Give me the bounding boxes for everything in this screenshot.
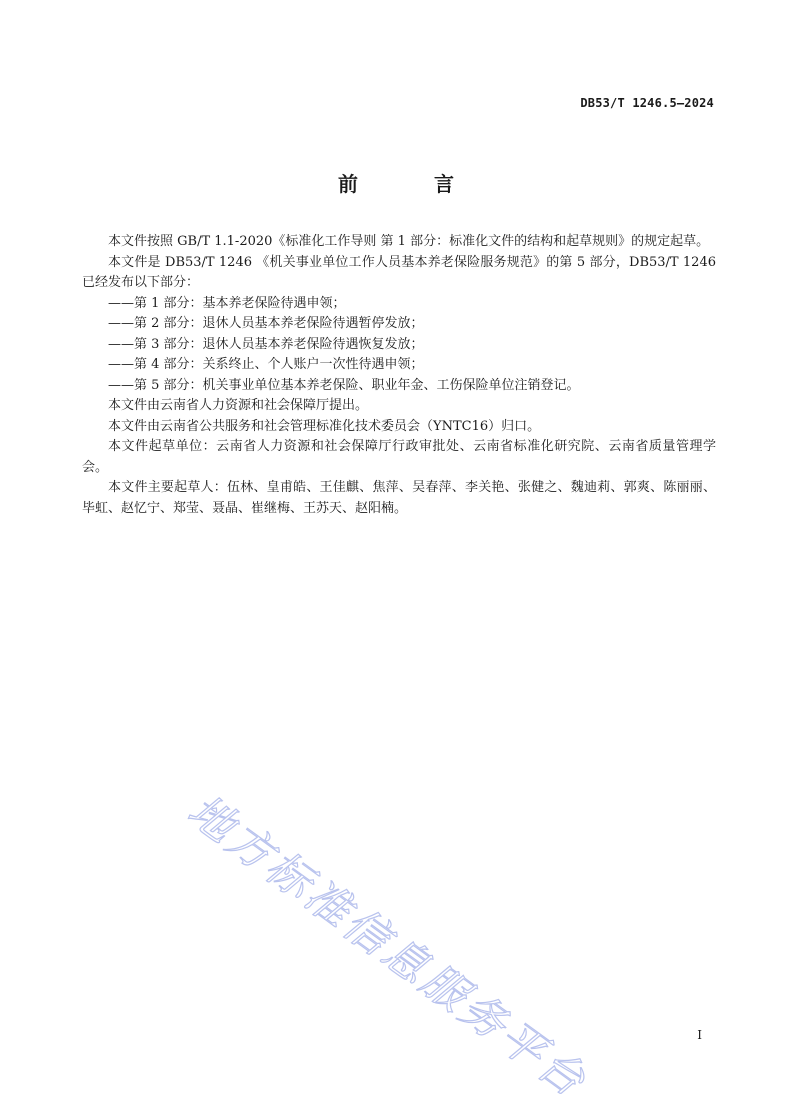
page-title: 前 言 [338,172,482,196]
list-item-part-3: ——第 3 部分：退休人员基本养老保险待遇恢复发放； [108,336,424,352]
paragraph-committee: 本文件由云南省公共服务和社会管理标准化技术委员会（YNTC16）归口。 [108,418,541,434]
watermark: 地方标准信息服务平台 [178,785,597,1109]
paragraph-drafting-units: 本文件起草单位：云南省人力资源和社会保障厅行政审批处、云南省标准化研究院、云南省质量管理学会。 [82,439,716,475]
paragraph-part-description: 本文件是 DB53/T 1246 《机关事业单位工作人员基本养老保险服务规范》的第 5 部分，DB53/T 1246 已经发布以下部分： [82,254,716,290]
list-item-part-1: ——第 1 部分：基本养老保险待遇申领； [108,295,346,311]
page-number: I [697,1028,702,1042]
list-item-part-2: ——第 2 部分：退休人员基本养老保险待遇暂停发放； [108,316,424,331]
foreword-body [82,232,716,519]
paragraph-drafting-rules: 本文件按照 GB/T 1.1-2020《标准化工作导则 第 1 部分：标准化文件的结构和起草规则》的规定起草。 [108,234,710,249]
list-item-part-4: ——第 4 部分：关系终止、个人账户一次性待遇申领； [108,357,424,372]
list-item-part-5: ——第 5 部分：机关事业单位基本养老保险、职业年金、工伤保险单位注销登记。 [108,377,580,393]
document-code: DB53/T 1246.5—2024 [580,96,714,110]
paragraph-drafters: 本文件主要起草人：伍林、皇甫皓、王佳麒、焦萍、吴春萍、李关艳、张健之、魏迪莉、郭爽、陈丽丽、毕虹、赵忆宁、郑莹、聂晶、崔继梅、王苏天、赵阳楠。 [82,480,716,516]
paragraph-proposer: 本文件由云南省人力资源和社会保障厅提出。 [108,398,369,413]
